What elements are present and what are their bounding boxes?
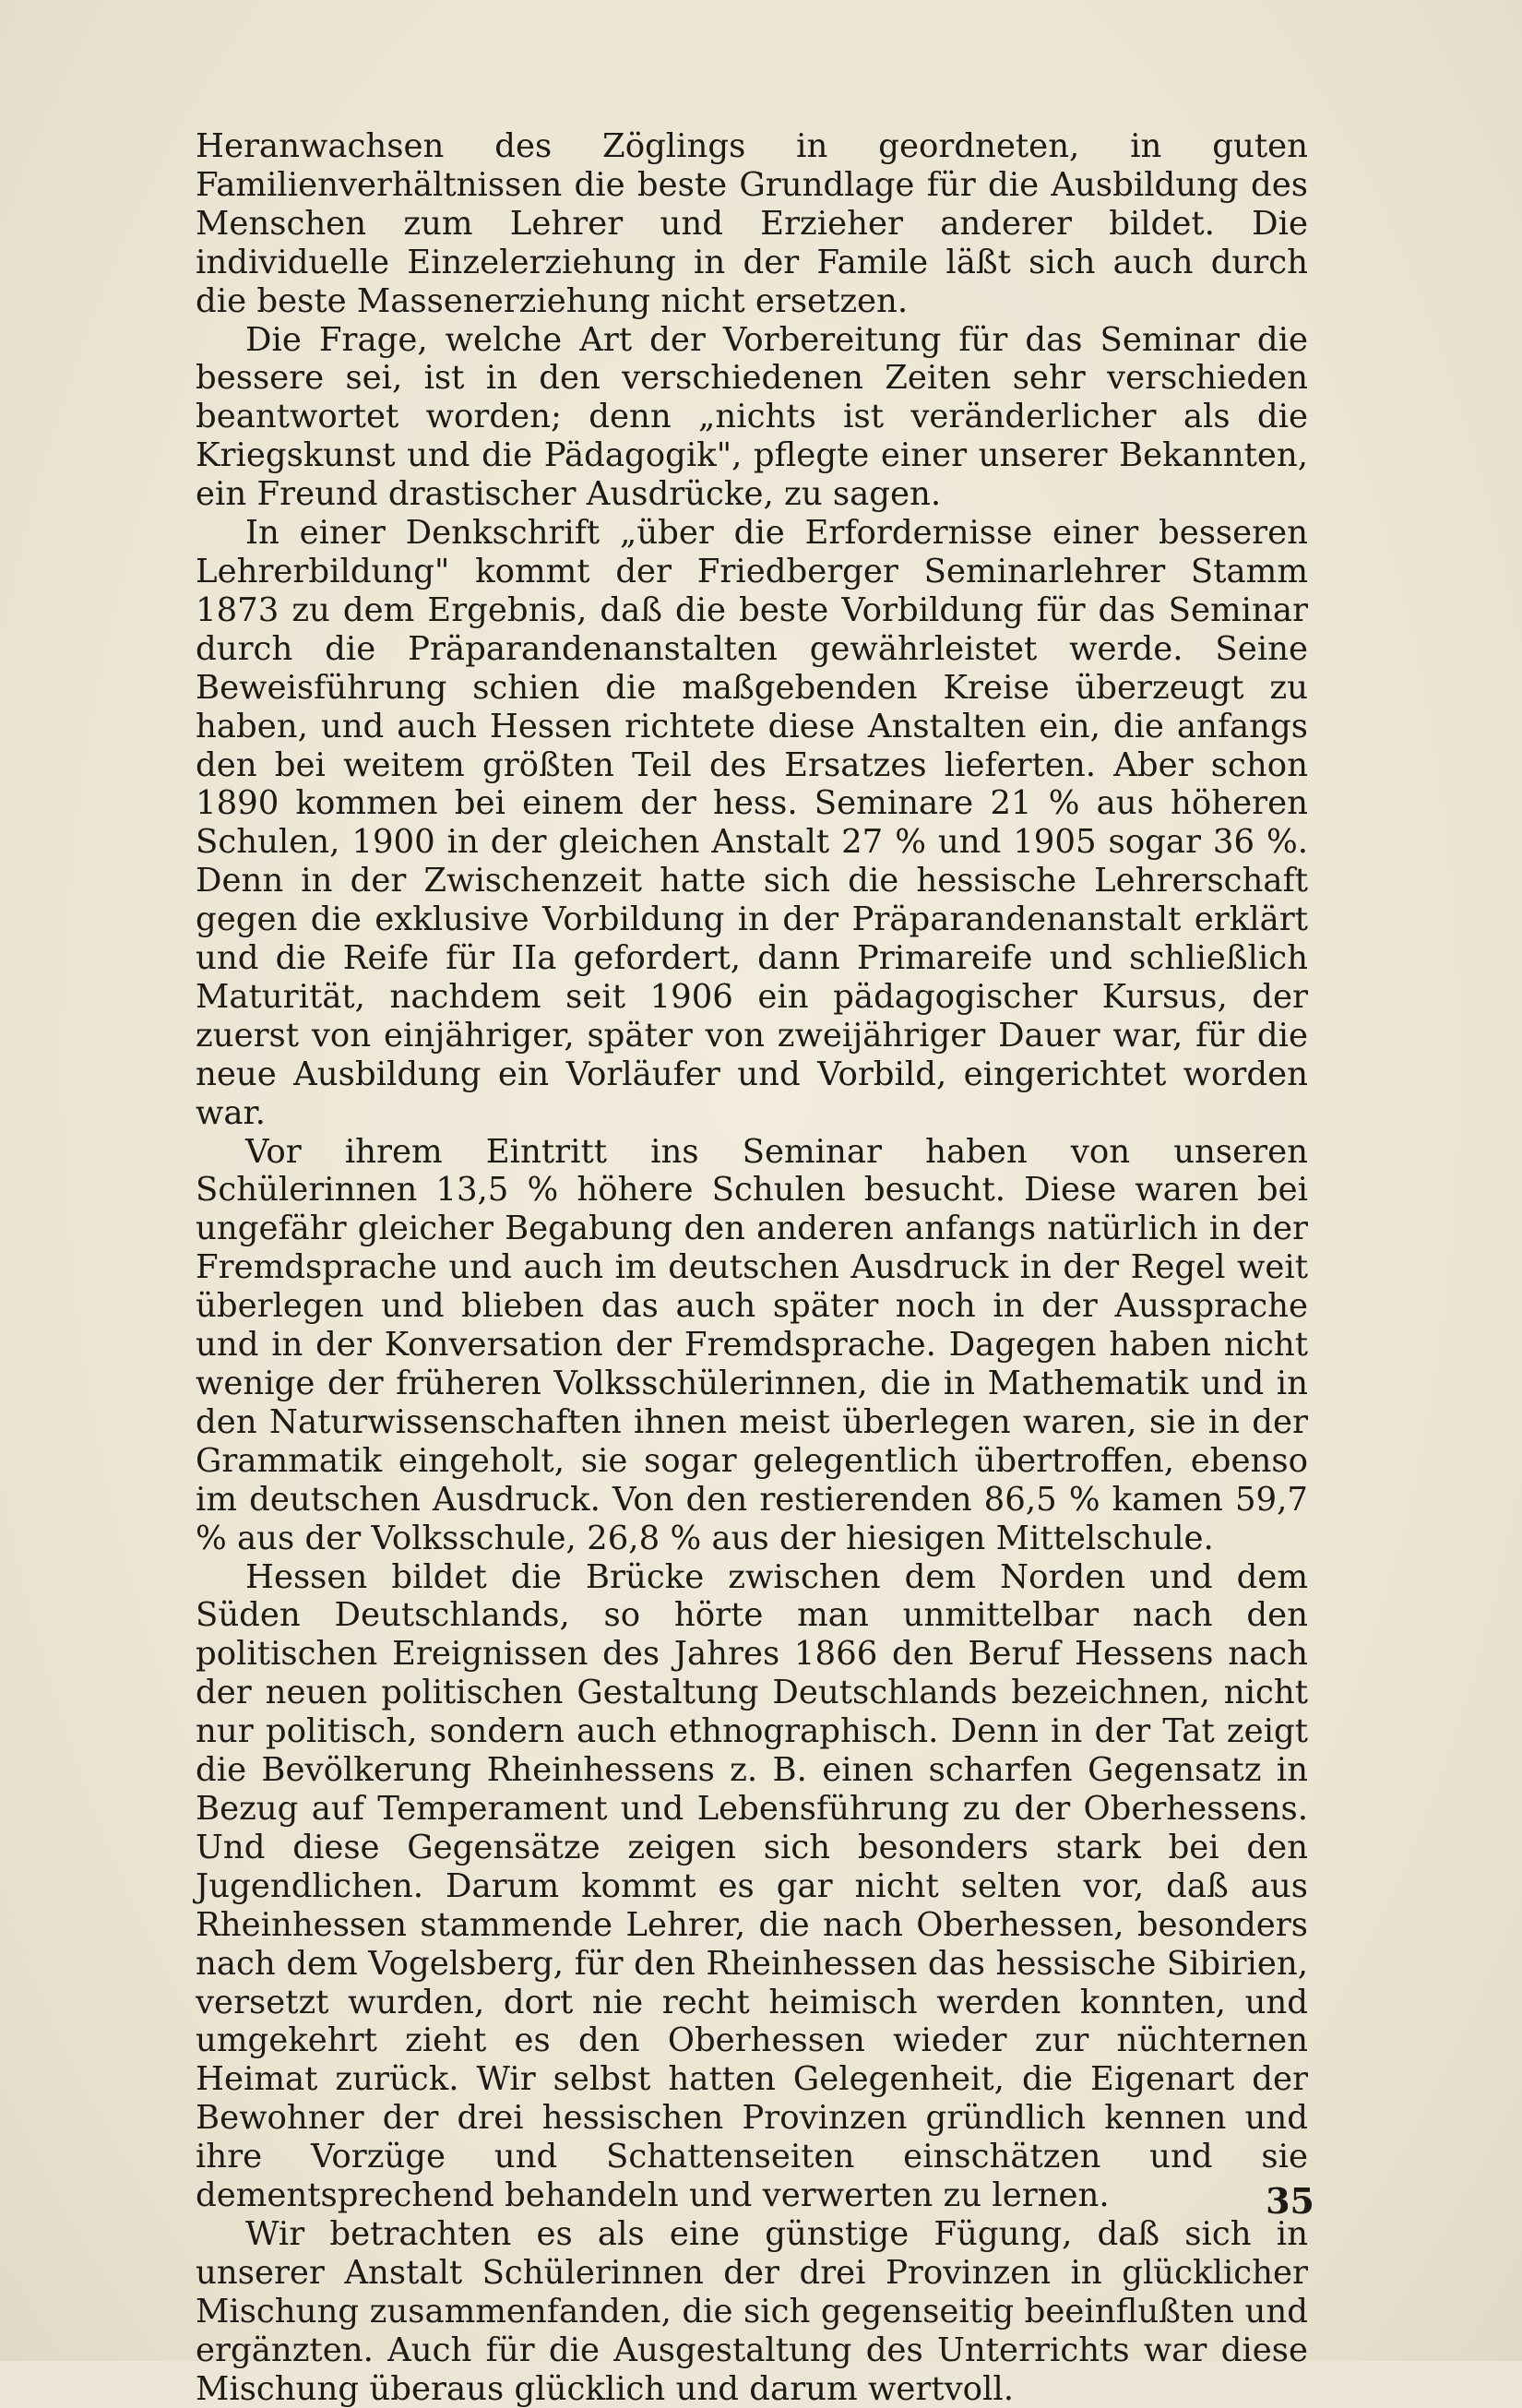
page-number: 35 <box>1266 2180 1314 2222</box>
paragraph-4: Vor ihrem Eintritt ins Seminar haben von unseren Schülerinnen 13,5 % höhere Schulen besucht. Diese waren bei ungefähr gleicher Begabung den anderen anfangs natürlich in der Fremdsprache und auch im deutschen Ausdruck in der Regel weit überlegen und blieben das auch später noch in der Aussprache und in der Konversation der Fremdsprache. Dagegen haben nicht wenige der früheren Volksschülerinnen, die in Mathematik und in den Naturwissenschaften ihnen meist überlegen waren, sie in der Grammatik eingeholt, sie sogar gelegentlich übertroffen, ebenso im deutschen Ausdruck. Von den restierenden 86,5 % kamen 59,7 % aus der Volksschule, 26,8 % aus der hiesigen Mittelschule. <box>196 1132 1308 1557</box>
paragraph-1: Heranwachsen des Zöglings in geordneten, in guten Familienverhältnissen die beste Grundlage für die Ausbildung des Menschen zum Lehrer und Erzieher anderer bildet. Die individuelle Einzelerziehung in der Famile läßt sich auch durch die beste Massenerziehung nicht ersetzen. <box>196 127 1308 320</box>
paragraph-3: In einer Denkschrift „über die Erfordernisse einer besseren Lehrerbildung" kommt der Friedberger Seminarlehrer Stamm 1873 zu dem Ergebnis, daß die beste Vorbildung für das Seminar durch die Präparandenanstalten gewährleistet werde. Seine Beweisführung schien die maßgebenden Kreise überzeugt zu haben, und auch Hessen richtete diese Anstalten ein, die anfangs den bei weitem größten Teil des Ersatzes lieferten. Aber schon 1890 kommen bei einem der hess. Seminare 21 % aus höheren Schulen, 1900 in der gleichen Anstalt 27 % und 1905 sogar 36 %. Denn in der Zwischenzeit hatte sich die hessische Lehrerschaft gegen die exklusive Vorbildung in der Präparandenanstalt erklärt und die Reife für IIa gefordert, dann Primareife und schließlich Maturität, nachdem seit 1906 ein pädagogischer Kursus, der zuerst von einjähriger, später von zweijähriger Dauer war, für die neue Ausbildung ein Vorläufer und Vorbild, eingerichtet worden war. <box>196 514 1308 1132</box>
paragraph-2: Die Frage, welche Art der Vorbereitung für das Seminar die bessere sei, ist in den verschiedenen Zeiten sehr verschieden beantwortet worden; denn „nichts ist veränderlicher als die Kriegskunst und die Pädagogik", pflegte einer unserer Bekannten, ein Freund drastischer Ausdrücke, zu sagen. <box>196 320 1308 514</box>
paragraph-5: Hessen bildet die Brücke zwischen dem Norden und dem Süden Deutschlands, so hörte man unmittelbar nach den politischen Ereignissen des Jahres 1866 den Beruf Hessens nach der neuen politischen Gestaltung Deutschlands bezeichnen, nicht nur politisch, sondern auch ethnographisch. Denn in der Tat zeigt die Bevölkerung Rheinhessens z. B. einen scharfen Gegensatz in Bezug auf Temperament und Lebensführung zu der Oberhessens. Und diese Gegensätze zeigen sich besonders stark bei den Jugendlichen. Darum kommt es gar nicht selten vor, daß aus Rheinhessen stammende Lehrer, die nach Oberhessen, besonders nach dem Vogelsberg, für den Rheinhessen das hessische Sibirien, versetzt wurden, dort nie recht heimisch werden konnten, und umgekehrt zieht es den Oberhessen wieder zur nüchternen Heimat zurück. Wir selbst hatten Gelegenheit, die Eigenart der Bewohner der drei hessischen Provinzen gründlich kennen und ihre Vorzüge und Schattenseiten einschätzen und sie dementsprechend behandeln und verwerten zu lernen. <box>196 1557 1308 2215</box>
body-text <box>196 127 1308 2408</box>
paragraph-6: Wir betrachten es als eine günstige Fügung, daß sich in unserer Anstalt Schülerinnen der drei Provinzen in glücklicher Mischung zusammenfanden, die sich gegenseitig beeinflußten und ergänzten. Auch für die Ausgestaltung des Unterrichts war diese Mischung überaus glücklich und darum wertvoll. <box>196 2214 1308 2408</box>
